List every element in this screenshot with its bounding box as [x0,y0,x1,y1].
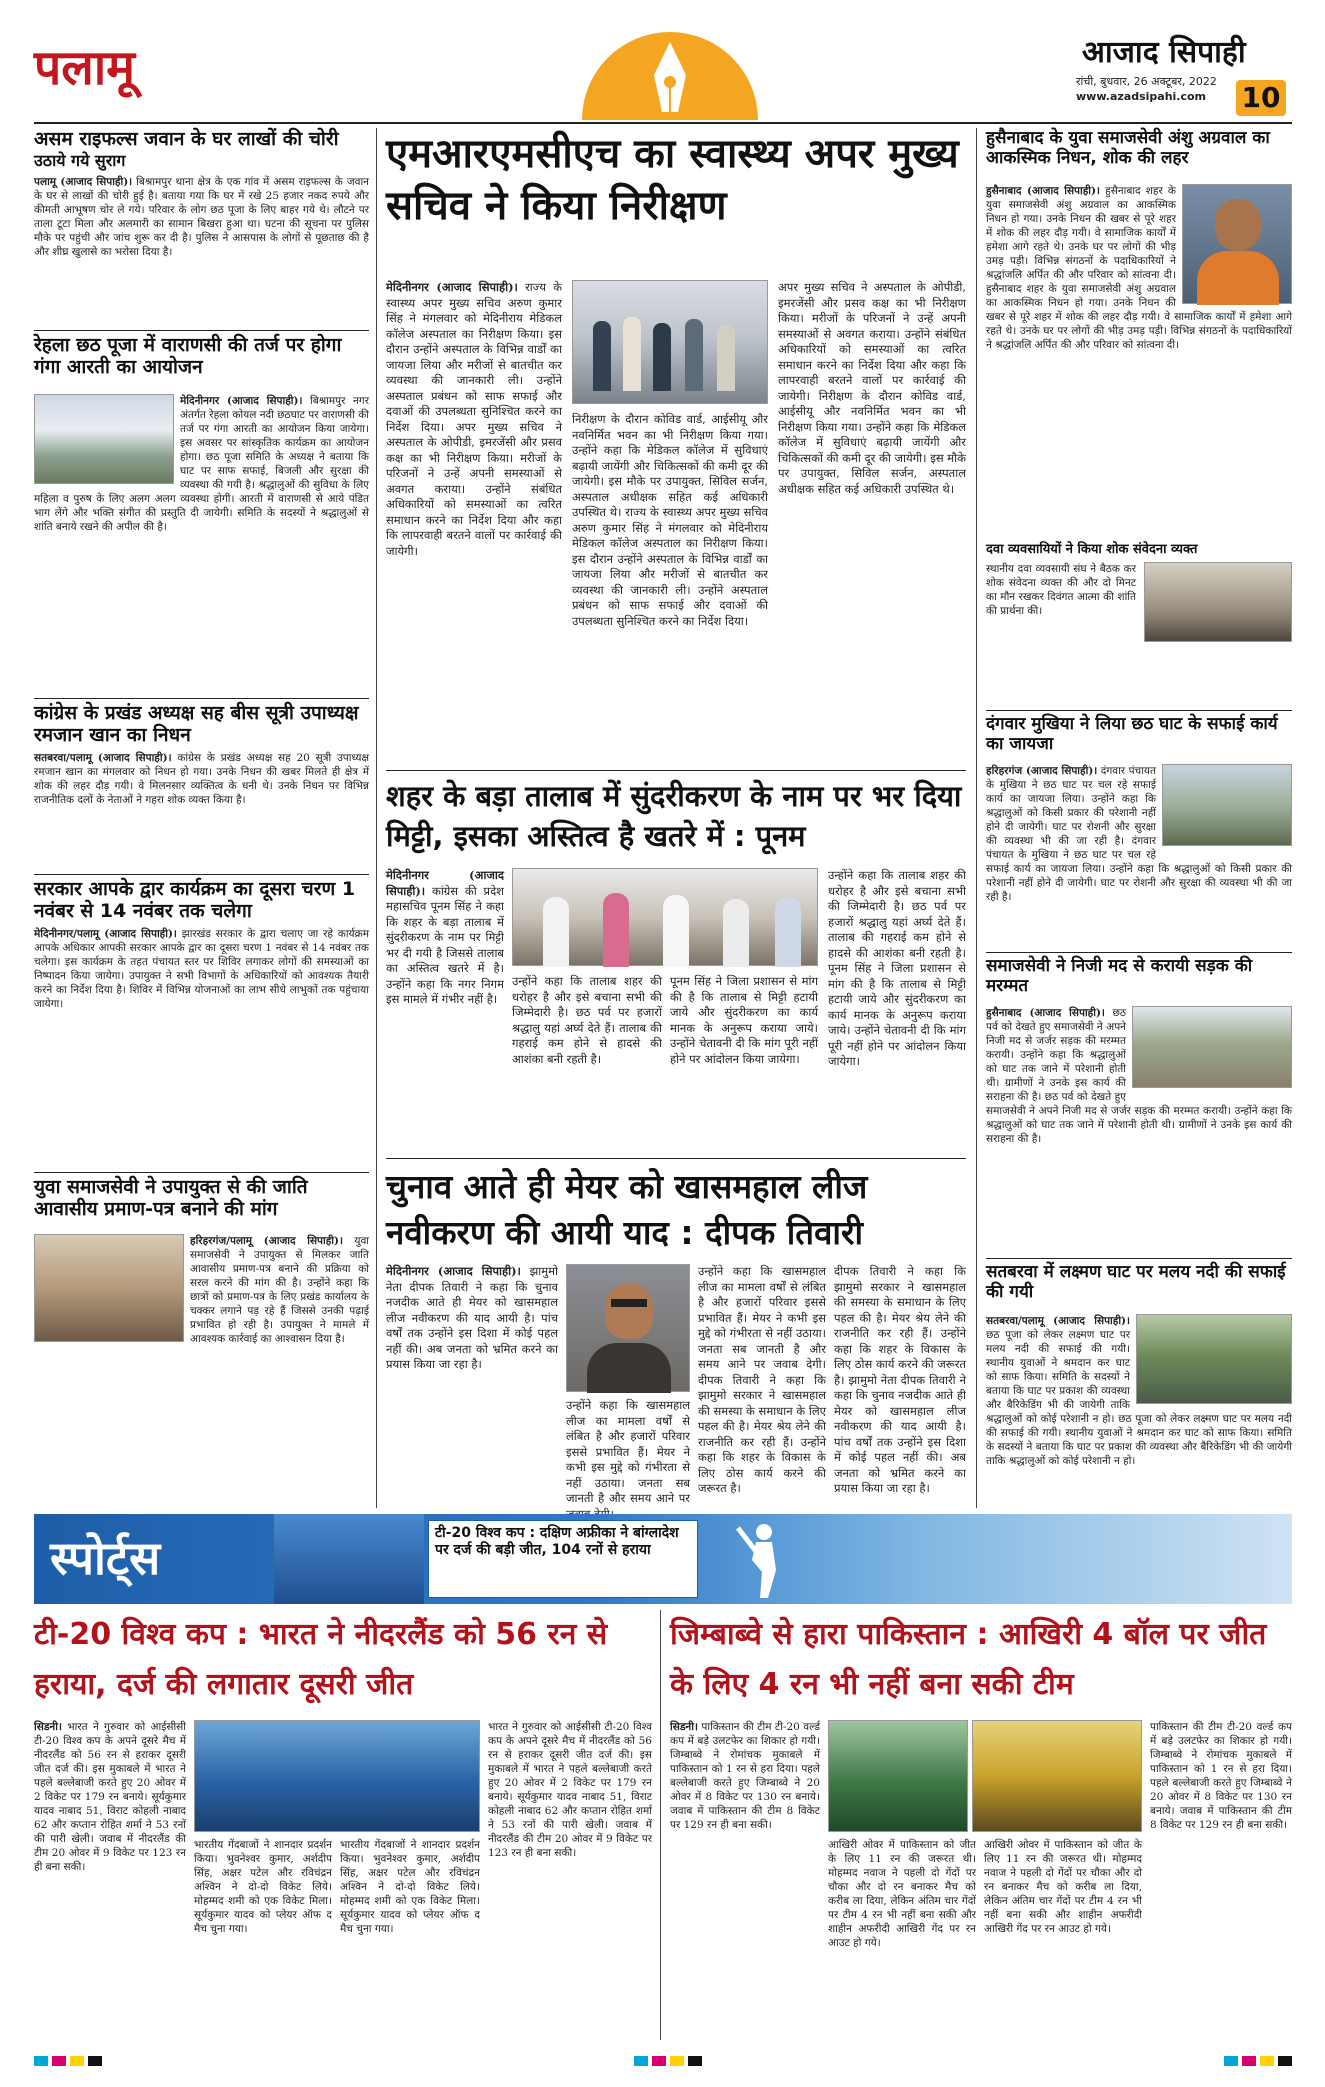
article-body: सतबरवा/पलामू (आजाद सिपाही)। कांग्रेस के प्रखंड अध्यक्ष सह 20 सूत्री उपाध्यक्ष रमजान खान का मंगलवार को निधन हो गया। उनके निधन की खबर मिलते ही क्षेत्र में शोक की लहर दौड़ गयी। वे मिलनसार व्यक्तित्व के धनी थे। उनके निधन पर विभिन्न राजनीतिक दलों के नेताओं ने गहरा शोक व्यक्त किया है। [34,751,370,806]
print-registration-marks [34,2054,1292,2068]
story-anshu-agrawal [986,128,1292,708]
story-zimbabwe-pakistan [670,1610,1292,2040]
article-body-col2: उन्होंने कहा कि खासमहाल लीज का मामला वर्षों से लंबित है और हजारों परिवार इससे प्रभावित हैं। मेयर ने कभी इस मुद्दे को गंभीरता से नहीं उठाया। जनता सब जानती है और समय आने पर [566,1398,690,1505]
divider [986,1258,1292,1259]
divider [386,770,966,771]
photo-pakistan-batsman [828,1720,968,1832]
photo-deepak-tiwari [566,1264,690,1392]
photo-india-team [194,1720,480,1832]
article-body-col3: उन्होंने कहा कि खासमहाल लीज का मामला वर्षों से लंबित है और हजारों परिवार इससे प्रभावित हैं। मेयर ने कभी इस मुद्दे को गंभीरता से नहीं उठाया। जनता सब जानती है और समय आने पर जवाब देगी। दीपक तिवारी ने कहा कि झामुमो सरकार ने खासमहाल की समस्या के समाधान के लिए पहल की है। मेयर श्रेय लेने की राजनीति कर रही हैं। उन्होंने कहा कि शहर के विकास के लिए ठोस कार्य करने की जरूरत है। [698,1264,826,1495]
article-body: हरिहरगंज (आजाद सिपाही)। दंगवार पंचायत के मुखिया ने छठ घाट पर चल रहे सफाई कार्य का जायजा लिया। उन्होंने कहा कि श्रद्धालुओं को किसी प्रकार की परेशानी नहीं होने दी जायेगी। घाट पर रोशनी और सुरक्षा की व्यवस्था भी की जा रही है। दंगवार पंचायत के मुखिया ने छठ घाट पर चल रहे सफाई कार्य का जायजा लिया। उन्होंने कहा कि श्रद्धालुओं को किसी प्रकार की परेशानी नहीं होने दी जायेगी। घाट पर रोशनी और सुरक्षा की व्यवस्था भी की जा रही है। [986,765,1292,903]
story-asam-theft [34,128,369,328]
article-body-col1: सिडनी। पाकिस्तान की टीम टी-20 वर्ल्ड कप में बड़े उलटफेर का शिकार हो गयी। जिम्बाब्वे ने रोमांचक मुकाबले में पाकिस्तान को 1 रन से हरा दिया। पहले बल्लेबाजी करते हुए जिम्बाब्वे ने 20 ओवर में 8 विकेट पर 130 रन बनाये। जवाब में पाकिस्तान की टीम 8 विकेट पर 129 रन ही बना सकी। [670,1721,820,1831]
website: www.azadsipahi.com [1076,90,1207,103]
story-mayor-khasmahal [386,1164,966,1508]
lead-body-col1: मेदिनीनगर (आजाद सिपाही)। राज्य के स्वास्थ्य अपर मुख्य सचिव अरुण कुमार सिंह ने मंगलवार को मेदिनीराय मेडिकल कॉलेज अस्पताल का निरीक्षण किया। इस दौरान उन्होंने अस्पताल के विभिन्न वार्डों का जायजा लिया और मरीजों से बातचीत कर व्यवस्था की जानकारी ली। उन्होंने अस्पताल प्रबंधन को साफ सफाई और दवाओं की उपलब्धता सुनिश्चित करने का निर्देश दिया। अपर मुख्य सचिव ने अस्पताल के ओपीडी, इमरजेंसी और प्रसव कक्ष का भी निरीक्षण किया। मरीजों के परिजनों ने उन्हें अपनी समस्याओं से अवगत कराया। उन्होंने संबंधित अधिकारियों को समस्याओं का त्वरित समाधान करने का निर्देश दिया और कहा कि लापरवाही बरतने वालों पर कार्रवाई की जायेगी। [386,280,562,558]
sports-banner [34,1514,1292,1604]
headline: समाजसेवी ने निजी मद से करायी सड़क की मरम्मत [986,956,1253,997]
story-sarkar-aapke-dwar [34,878,369,1168]
story-rehla-aarti [34,334,369,696]
article-body: हुसैनाबाद (आजाद सिपाही)। हुसैनाबाद शहर के युवा समाजसेवी अंशु अग्रवाल का आकस्मिक निधन हो गया। उनके निधन की खबर से पूरे शहर में शोक की लहर दौड़ गयी। वे सामाजिक कार्यों में हमेशा आगे रहते थे। उनके घर पर लोगों की भीड़ उमड़ पड़ी। विभिन्न संगठनों के पदाधिकारियों ने श्रद्धांजलि अर्पित की और परिवार को सांत्वना दी। हुसैनाबाद शहर के युवा समाजसेवी अंशु अग्रवाल का आकस्मिक निधन हो गया। उनके निधन की खबर से पूरे शहर में शोक की लहर दौड़ गयी। वे सामाजिक कार्यों में हमेशा आगे रहते थे। उनके घर पर लोगों की भीड़ उमड़ पड़ी। विभिन्न संगठनों के पदाधिकारियों ने श्रद्धांजलि अर्पित की और परिवार को सांत्वना दी। [986,185,1292,351]
article-body-col2: भारतीय गेंदबाजों ने शानदार प्रदर्शन किया। भुवनेश्वर कुमार, अर्शदीप सिंह, अक्षर पटेल और रविचंद्रन अश्विन ने दो-दो विकेट लिये। मोहम्मद शमी को एक विकेट मिला। सूर्यकुमार यादव को प्लेयर ऑफ द मैच चुना गया। [194,1839,332,1935]
masthead [0,0,1325,128]
article-body: मेदिनीनगर/पलामू (आजाद सिपाही)। झारखंड सरकार के द्वारा चलाए जा रहे कार्यक्रम आपके अधिकार आपकी सरकार आपके द्वार का दूसरा चरण 1 नवंबर से 14 नवंबर तक चलेगा। इस कार्यक्रम के तहत पंचायत स्तर पर शिविर लगाकर लोगों की समस्याओं का निष्पादन किया जायेगा। उपायुक्त ने सभी विभागों के अधिकारियों को आवश्यक तैयारी करने का निर्देश दिया है। शिविर में विभिन्न योजनाओं का लाभ सीधे लाभुकों तक पहुंचाया जायेगा। [34,927,369,1010]
headline: सतबरवा में लक्ष्मण घाट पर मलय नदी की सफाई की गयी [986,1262,1286,1303]
headline: शहर के बड़ा तालाब में सुंदरीकरण के नाम पर भर दिया मिट्टी, इसका अस्तित्व है खतरे में : पूनम [386,779,962,853]
sports-brief-box [428,1520,698,1598]
article-body-col3: पूनम सिंह ने जिला प्रशासन से मांग की है कि तालाब से मिट्टी हटायी जाये और सुंदरीकरण का कार्य मानक के अनुरूप कराया जाये। उन्होंने चेतावनी दी कि मांग पूरी नहीं होने पर आंदोलन किया जायेगा। [670,974,818,1066]
article-body: हरिहरगंज/पलामू (आजाद सिपाही)। युवा समाजसेवी ने उपायुक्त से मिलकर जाति आवासीय प्रमाण-पत्र बनाने की प्रक्रिया को सरल करने की मांग की है। उन्होंने कहा कि छात्रों को प्रमाण-पत्र के लिए प्रखंड कार्यालय के चक्कर लगाने पड़ रहे हैं जिससे उनकी पढ़ाई प्रभावित हो रही है। उपायुक्त ने मामले में आवश्यक कार्रवाई का आश्वासन दिया है। [190,1235,370,1345]
subhead: दवा व्यवसायियों ने किया शोक संवेदना व्यक्त [986,542,1198,557]
sports-banner-title: स्पोर्ट्स [50,1531,161,1585]
cricketer-silhouette-icon [724,1520,794,1600]
sports-brief: टी-20 विश्व कप : दक्षिण अफ्रीका ने बांग्लादेश पर दर्ज की बड़ी जीत, 104 रनों से हराया [435,1525,679,1558]
story-india-netherlands [34,1610,652,2040]
divider [986,710,1292,711]
story-caste-certificate [34,1176,369,1510]
story-road-repair [986,956,1292,1256]
newspaper-name: आजाद सिपाही [1082,35,1246,70]
section-name: पलामू [34,40,135,96]
photo-condolence-meeting [1144,562,1292,642]
page-number: 10 [1241,81,1281,114]
photo-hospital-inspection [572,280,768,404]
story-bada-talab [386,776,966,1156]
masthead-rule [34,122,1292,124]
article-body: हुसैनाबाद (आजाद सिपाही)। छठ पर्व को देखते हुए समाजसेवी ने अपने निजी मद से जर्जर सड़क की मरम्मत करायी। उन्होंने कहा कि श्रद्धालुओं को घाट तक जाने में परेशानी होती थी। ग्रामीणों ने उनके इस कार्य की सराहना की है। छठ पर्व को देखते हुए समाजसेवी ने अपने निजी मद से जर्जर सड़क की मरम्मत करायी। उन्होंने कहा कि श्रद्धालुओं को घाट तक जाने में परेशानी होती थी। ग्रामीणों ने उनके इस कार्य की सराहना की है। [986,1007,1292,1145]
divider [34,330,369,331]
lead-body-col2: निरीक्षण के दौरान कोविड वार्ड, आईसीयू और नवनिर्मित भवन का भी निरीक्षण किया गया। उन्होंने कहा कि मेडिकल कॉलेज में सुविधाएं बढ़ायी जायेंगी और चिकित्सकों की कमी दूर की जायेगी। इस मौके पर उपायुक्त, सिविल सर्जन, अस्पताल अधीक्षक सहित कई अधिकारी उपस्थित थे। राज्य के स्वास्थ्य अपर मुख्य सचिव अरुण कुमार सिंह ने मंगलवार को मेदिनीराय मेडिकल कॉलेज अस्पताल का निरीक्षण किया। इस दौरान उन्होंने अस्पताल के विभिन्न वार्डों का जायजा लिया और मरीजों से बातचीत कर व्यवस्था की जानकारी ली। उन्होंने अस्पताल प्रबंधन को साफ सफाई और दवाओं की उपलब्धता सुनिश्चित करने का निर्देश दिया। [572,412,769,628]
headline: रेहला छठ पूजा में वाराणसी की तर्ज पर होगा गंगा आरती का आयोजन [34,334,342,379]
headline: युवा समाजसेवी ने उपायुक्त से की जाति आवासीय प्रमाण-पत्र बनाने की मांग [34,1176,308,1221]
lead-body-col3: अपर मुख्य सचिव ने अस्पताल के ओपीडी, इमरजेंसी और प्रसव कक्ष का भी निरीक्षण किया। मरीजों के परिजनों ने उन्हें अपनी समस्याओं से अवगत कराया। उन्होंने संबंधित अधिकारियों को समस्याओं का त्वरित समाधान करने का निर्देश दिया और कहा कि लापरवाही बरतने वालों पर कार्रवाई की जायेगी। निरीक्षण के दौरान कोविड वार्ड, आईसीयू और नवनिर्मित भवन का भी निरीक्षण किया गया। उन्होंने कहा कि मेडिकल कॉलेज में सुविधाएं बढ़ायी जायेंगी और चिकित्सकों की कमी दूर की जायेगी। इस मौके पर उपायुक्त, सिविल सर्जन, अस्पताल अधीक्षक सहित कई अधिकारी उपस्थित थे। [778,280,966,496]
article-body-col3: भारतीय गेंदबाजों ने शानदार प्रदर्शन किया। भुवनेश्वर कुमार, अर्शदीप सिंह, अक्षर पटेल और रविचंद्रन अश्विन ने दो-दो विकेट लिये। मोहम्मद शमी को एक विकेट मिला। सूर्यकुमार यादव को प्लेयर ऑफ द मैच चुना गया। [340,1839,480,1935]
article-body-col2: आखिरी ओवर में पाकिस्तान को जीत के लिए 11 रन की जरूरत थी। मोहम्मद नवाज ने पहली दो गेंदों पर चौका और दो रन बनाकर मैच को करीब ला दिया, लेकिन अंतिम चार गेंदों पर टीम 4 रन भी नहीं बना सकी और शाहीन अफरीदी आखिरी गेंद पर रन आउट हो गये। [828,1839,976,1949]
headline: सरकार आपके द्वार कार्यक्रम का दूसरा चरण 1 नवंबर से 14 नवंबर तक चलेगा [34,878,356,923]
headline: दंगवार मुखिया ने लिया छठ घाट के सफाई कार्य का जायजा [986,714,1278,755]
lead-story [386,128,966,768]
article-body-col1: सिडनी। भारत ने गुरुवार को आईसीसी टी-20 विश्व कप के अपने दूसरे मैच में नीदरलैंड को 56 रन से हराकर दूसरी जीत दर्ज की। इस मुकाबले में भारत ने पहले बल्लेबाजी करते हुए 20 ओवर में 2 विकेट पर 179 रन बनाये। सूर्यकुमार यादव नाबाद 51, विराट कोहली नाबाद 62 और कप्तान रोहित शर्मा ने 53 रनों की पारी खेली। जवाब में नीदरलैंड की टीम 20 ओवर में 9 विकेट पर 123 रन ही बना सकी। [34,1721,186,1873]
dateline: रांची, बुधवार, 26 अक्टूबर, 2022 [1076,75,1217,88]
article-body-col2: उन्होंने कहा कि तालाब शहर की धरोहर है और इसे बचाना सभी की जिम्मेदारी है। छठ पर्व पर हजारों श्रद्धालु यहां अर्घ्य देते हैं। तालाब की गहराई कम होने से हादसे की आशंका बनी रहती है। [512,974,662,1066]
article-body-col1: मेदिनीनगर (आजाद सिपाही)। झामुमो नेता दीपक तिवारी ने कहा कि चुनाव नजदीक आते ही मेयर को खासमहाल लीज नवीकरण की याद आयी है। पांच वर्षों तक उन्होंने इस दिशा में कोई पहल नहीं की। अब जनता को भ्रमित करने का प्रयास किया जा रहा है। [386,1264,558,1371]
photo-zimbabwe-celebration [972,1720,1142,1832]
divider [386,1158,966,1159]
story-ramjan-khan [34,702,369,872]
column-rule [976,128,977,1508]
column-rule [376,128,377,1508]
article-body-col4: भारत ने गुरुवार को आईसीसी टी-20 विश्व कप के अपने दूसरे मैच में नीदरलैंड को 56 रन से हराकर दूसरी जीत दर्ज की। इस मुकाबले में भारत ने पहले बल्लेबाजी करते हुए 20 ओवर में 2 विकेट पर 179 रन बनाये। सूर्यकुमार यादव नाबाद 51, विराट कोहली नाबाद 62 और कप्तान रोहित शर्मा ने 53 रनों की पारी खेली। जवाब में नीदरलैंड की टीम 20 ओवर में 9 विकेट पर 123 रन ही बना सकी। [488,1721,652,1859]
subhead: उठाये गये सुराग [34,151,126,171]
divider [34,698,369,699]
column-rule [660,1610,661,2040]
article-body: मेदिनीनगर (आजाद सिपाही)। बिश्रामपुर नगर अंतर्गत रेहला कोयल नदी छठघाट पर वाराणसी की तर्ज पर गंगा आरती का आयोजन किया जायेगा। इस अवसर पर सांस्कृतिक कार्यक्रम का आयोजन होगा। छठ पूजा समिति के अध्यक्ष ने बताया कि घाट पर साफ सफाई, बिजली और सुरक्षा की व्यवस्था की गयी है। श्रद्धालुओं की सुविधा के लिए महिला व पुरुष के लिए अलग अलग व्यवस्था होगी। आरती में वाराणसी से आये पंडित भाग लेंगे और भक्ति संगीत की प्रस्तुति दी जायेगी। समिति के सदस्यों ने श्रद्धालुओं से शांति बनाये रखने की अपील की है। [34,395,369,533]
players-image [274,1514,424,1604]
article-body: पलामू (आजाद सिपाही)। बिश्रामपुर थाना क्षेत्र के एक गांव में असम राइफल्स के जवान के घर से लाखों की चोरी हुई है। बताया गया कि घर में रखे 25 हजार नकद रुपये और कीमती आभूषण चोर ले गये। परिवार के लोग छठ पूजा के लिए बाहर गये थे। लौटने पर ताला टूटा मिला और अलमारी का सामान बिखरा हुआ था। घटना की सूचना पर पुलिस मौके पर पहुंची और जांच शुरू कर दी है। पुलिस ने आसपास के लोगों से पूछताछ की है और शीघ्र खुलासे का भरोसा दिया है। [34,176,369,259]
story-dangwar-mukhiya [986,714,1292,950]
article-body: सतबरवा/पलामू (आजाद सिपाही)। छठ पूजा को लेकर लक्ष्मण घाट पर मलय नदी की सफाई की गयी। स्थानीय युवाओं ने श्रमदान कर घाट को साफ किया। समिति के सदस्यों ने बताया कि घाट पर प्रकाश की व्यवस्था और बैरिकेडिंग भी की जायेगी ताकि श्रद्धालुओं को कोई परेशानी न हो। छठ पूजा को लेकर लक्ष्मण घाट पर मलय नदी की सफाई की गयी। स्थानीय युवाओं ने श्रमदान कर घाट को साफ किया। समिति के सदस्यों ने बताया कि घाट पर प्रकाश की व्यवस्था और बैरिकेडिंग भी की जायेगी ताकि श्रद्धालुओं को कोई परेशानी न हो। [986,1315,1292,1467]
article-body-2: स्थानीय दवा व्यवसायी संघ ने बैठक कर शोक संवेदना व्यक्त की और दो मिनट का मौन रखकर दिवंगत आत्मा की शांति की प्रार्थना की। [986,563,1136,617]
photo-press-conference [512,868,818,966]
headline: टी-20 विश्व कप : भारत ने नीदरलैंड को 56 रन से हराया, दर्ज की लगातार दूसरी जीत [34,1617,608,1702]
headline: चुनाव आते ही मेयर को खासमहाल लीज नवीकरण की आयी याद : दीपक तिवारी [386,1167,868,1252]
headline: कांग्रेस के प्रखंड अध्यक्ष सह बीस सूत्री उपाध्यक्ष रमजान खान का निधन [34,702,359,747]
lead-headline: एमआरएमसीएच का स्वास्थ्य अपर मुख्य सचिव ने किया निरीक्षण [386,131,959,229]
article-body-col4: पाकिस्तान की टीम टी-20 वर्ल्ड कप में बड़े उलटफेर का शिकार हो गयी। जिम्बाब्वे ने रोमांचक मुकाबले में पाकिस्तान को 1 रन से हरा दिया। पहले बल्लेबाजी करते हुए जिम्बाब्वे ने 20 ओवर में 8 विकेट पर 130 रन बनाये। जवाब में पाकिस्तान की टीम 8 विकेट पर 129 रन ही बना सकी। [1150,1721,1292,1831]
headline: असम राइफल्स जवान के घर लाखों की चोरी [34,128,339,150]
divider [986,952,1292,953]
article-body-col4: उन्होंने कहा कि तालाब शहर की धरोहर है और इसे बचाना सभी की जिम्मेदारी है। छठ पर्व पर हजारों श्रद्धालु यहां अर्घ्य देते हैं। तालाब की गहराई कम होने से हादसे की आशंका बनी रहती है। पूनम सिंह ने जिला प्रशासन से मांग की है कि तालाब से मिट्टी हटायी जाये और सुंदरीकरण का कार्य मानक के अनुरूप कराया जाये। उन्होंने चेतावनी दी कि मांग पूरी नहीं होने पर आंदोलन किया जायेगा। [828,868,966,1068]
article-body-col3: आखिरी ओवर में पाकिस्तान को जीत के लिए 11 रन की जरूरत थी। मोहम्मद नवाज ने पहली दो गेंदों पर चौका और दो रन बनाकर मैच को करीब ला दिया, लेकिन अंतिम चार गेंदों पर टीम 4 रन भी नहीं बना सकी और शाहीन अफरीदी आखिरी गेंद पर रन आउट हो गये। [984,1839,1142,1935]
headline: जिम्बाब्वे से हारा पाकिस्तान : आखिरी 4 बॉल पर जीत के लिए 4 रन भी नहीं बना सकी टीम [670,1617,1267,1702]
story-malay-river [986,1262,1292,1508]
article-body-col1: मेदिनीनगर (आजाद सिपाही)। कांग्रेस की प्रदेश महासचिव पूनम सिंह ने कहा कि शहर के बड़ा तालाब में सुंदरीकरण के नाम पर मिट्टी भर दी गयी है जिससे तालाब का अस्तित्व खतरे में है। उन्होंने कहा कि नगर निगम इस मामले में गंभीर नहीं है। [386,868,504,1006]
pen-nib-sun-logo [582,20,758,120]
divider [34,1172,369,1173]
headline: हुसैनाबाद के युवा समाजसेवी अंशु अग्रवाल का आकस्मिक निधन, शोक की लहर [986,128,1270,169]
article-body-col4: दीपक तिवारी ने कहा कि झामुमो सरकार ने खासमहाल की समस्या के समाधान के लिए पहल की है। मेयर श्रेय लेने की राजनीति कर रही हैं। उन्होंने कहा कि शहर के विकास के लिए ठोस कार्य करने की जरूरत है। झामुमो नेता दीपक तिवारी ने कहा कि चुनाव नजदीक आते ही मेयर को खासमहाल लीज नवीकरण की याद आयी है। पांच वर्षों तक उन्होंने इस दिशा में कोई पहल नहीं की। अब जनता को भ्रमित करने का प्रयास किया जा रहा है। [834,1264,966,1495]
divider [34,874,369,875]
